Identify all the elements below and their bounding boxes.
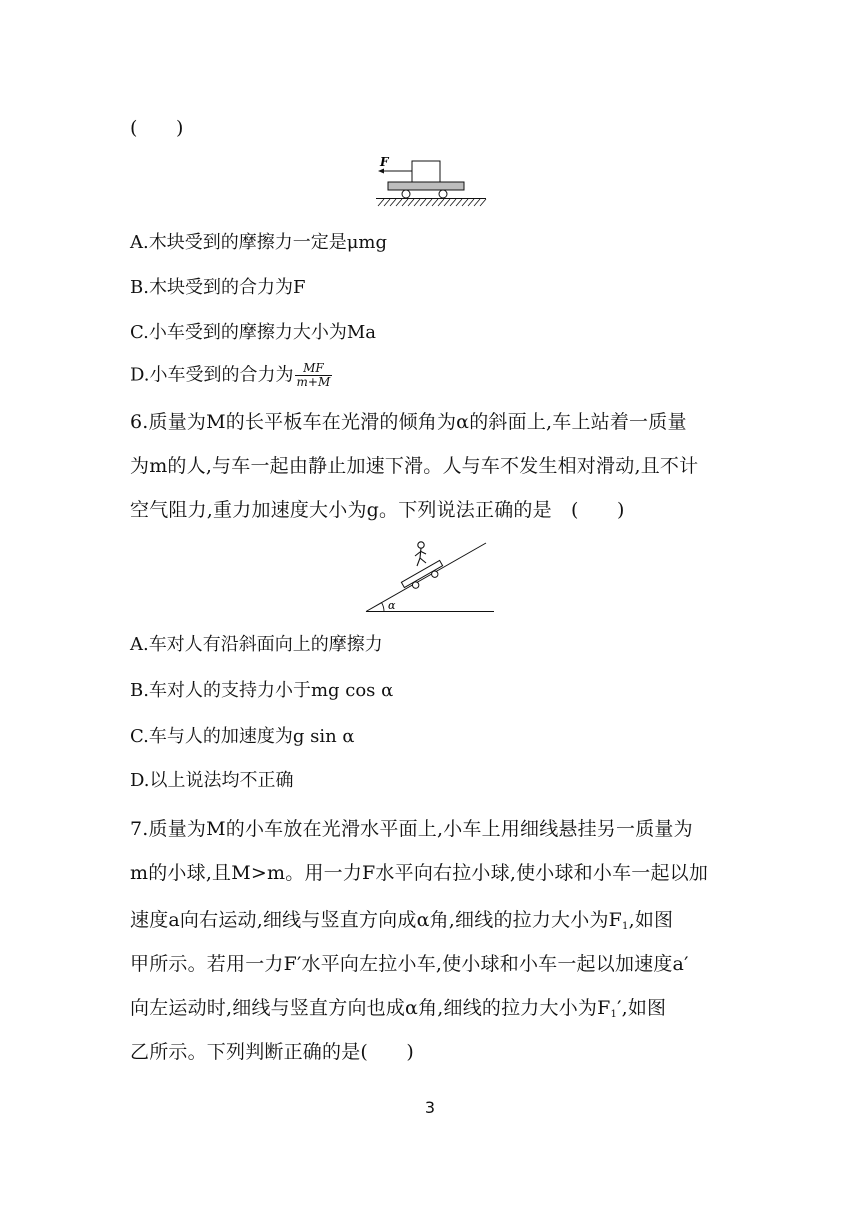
q5-option-d-text: D.小车受到的合力为	[130, 364, 294, 386]
q7-line-5-tail: ′,如图	[617, 997, 667, 1019]
q7-line-5	[130, 996, 666, 1027]
answer-bracket: ( )	[130, 117, 184, 139]
q6-option-b: B.车对人的支持力小于mg cos α	[130, 680, 394, 701]
q5-option-d	[130, 362, 332, 389]
q6-option-c: C.车与人的加速度为g sin α	[130, 726, 355, 747]
subscript: 1	[610, 1009, 618, 1020]
cart-board	[388, 182, 464, 190]
angle-label: α	[388, 599, 396, 612]
cart-block-figure	[372, 154, 490, 210]
q5-option-c: C.小车受到的摩擦力大小为Ma	[130, 322, 377, 343]
q7-line-3	[130, 908, 673, 939]
q7-line-5-text: 向左运动时,细线与竖直方向也成α角,细线的拉力大小为F	[130, 997, 611, 1019]
q7-line-2: m的小球,且M>m。用一力F水平向右拉小球,使小球和小车一起以加	[130, 862, 709, 884]
fraction-mf	[295, 362, 333, 389]
force-arrowhead	[378, 169, 384, 174]
q6-line-1: 6.质量为M的长平板车在光滑的倾角为α的斜面上,车上站着一质量	[130, 411, 687, 433]
force-label: F	[380, 155, 389, 169]
incline-figure	[360, 536, 500, 616]
q7-line-3-text: 速度a向右运动,细线与竖直方向成α角,细线的拉力大小为F	[130, 909, 623, 931]
q6-option-d: D.以上说法均不正确	[130, 770, 294, 791]
ground-hatching	[378, 199, 486, 206]
fraction-denominator: m+M	[296, 375, 331, 389]
cart-on-incline	[401, 560, 446, 593]
subscript: 1	[622, 921, 629, 932]
cart-wheel-left	[402, 190, 410, 198]
q6-line-3: 空气阻力,重力加速度大小为g。下列说法正确的是 ( )	[130, 499, 625, 521]
q5-option-b: B.木块受到的合力为F	[130, 277, 306, 298]
q5-option-a: A.木块受到的摩擦力一定是μmg	[130, 232, 388, 253]
wood-block	[412, 161, 440, 182]
angle-arc	[382, 603, 384, 612]
q7-line-6: 乙所示。下列判断正确的是( )	[130, 1041, 415, 1063]
person-icon	[415, 542, 426, 566]
fraction-numerator: MF	[295, 362, 333, 376]
q7-line-1: 7.质量为M的小车放在光滑水平面上,小车上用细线悬挂另一质量为	[130, 818, 693, 840]
q6-option-a: A.车对人有沿斜面向上的摩擦力	[130, 634, 383, 655]
q7-line-3-tail: ,如图	[628, 909, 674, 931]
page-number: 3	[424, 1098, 436, 1117]
incline-line	[366, 543, 486, 612]
q7-line-4: 甲所示。若用一力F′水平向左拉小车,使小球和小车一起以加速度a′	[130, 953, 689, 975]
cart-wheel-right	[439, 190, 447, 198]
q6-line-2: 为m的人,与车一起由静止加速下滑。人与车不发生相对滑动,且不计	[130, 455, 699, 477]
